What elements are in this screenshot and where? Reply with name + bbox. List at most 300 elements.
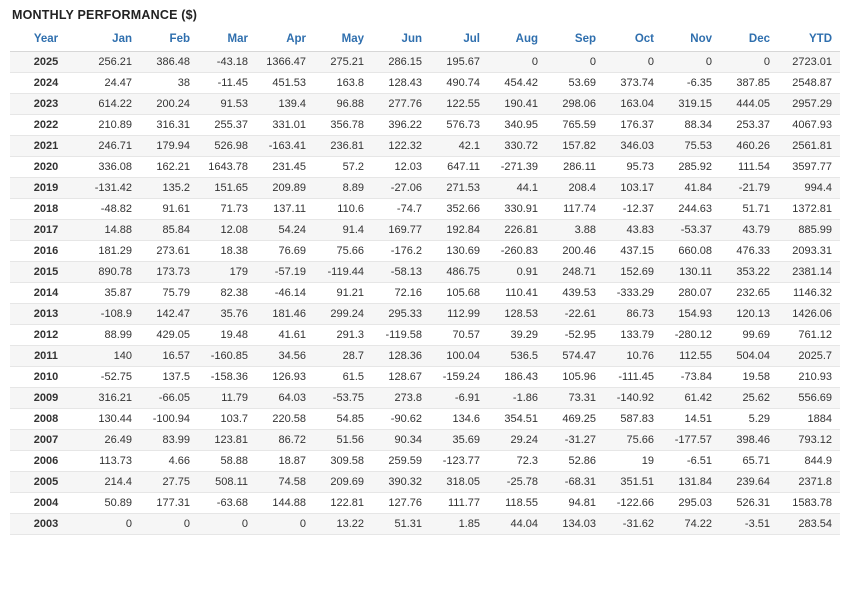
cell-oct: 86.73 <box>604 304 662 325</box>
cell-jul: 70.57 <box>430 325 488 346</box>
cell-aug: -25.78 <box>488 472 546 493</box>
cell-jan: 256.21 <box>82 52 140 73</box>
cell-jan: 316.21 <box>82 388 140 409</box>
cell-feb: 27.75 <box>140 472 198 493</box>
cell-feb: 429.05 <box>140 325 198 346</box>
cell-jan: 88.99 <box>82 325 140 346</box>
cell-jul: 130.69 <box>430 241 488 262</box>
cell-year: 2023 <box>10 94 82 115</box>
cell-dec: 253.37 <box>720 115 778 136</box>
cell-dec: 526.31 <box>720 493 778 514</box>
cell-mar: 18.38 <box>198 241 256 262</box>
cell-sep: 208.4 <box>546 178 604 199</box>
page-title: MONTHLY PERFORMANCE ($) <box>12 8 198 22</box>
cell-jun: 259.59 <box>372 451 430 472</box>
cell-apr: 41.61 <box>256 325 314 346</box>
cell-oct: 19 <box>604 451 662 472</box>
cell-nov: 280.07 <box>662 283 720 304</box>
cell-oct: 373.74 <box>604 73 662 94</box>
cell-apr: 139.4 <box>256 94 314 115</box>
cell-apr: 18.87 <box>256 451 314 472</box>
cell-jul: 42.1 <box>430 136 488 157</box>
cell-dec: -21.79 <box>720 178 778 199</box>
cell-mar: 151.65 <box>198 178 256 199</box>
cell-ytd: 2561.81 <box>778 136 840 157</box>
cell-ytd: 4067.93 <box>778 115 840 136</box>
cell-sep: 574.47 <box>546 346 604 367</box>
cell-ytd: 210.93 <box>778 367 840 388</box>
cell-aug: 0.91 <box>488 262 546 283</box>
cell-oct: 587.83 <box>604 409 662 430</box>
cell-oct: 0 <box>604 52 662 73</box>
cell-jul: 195.67 <box>430 52 488 73</box>
cell-jun: 51.31 <box>372 514 430 535</box>
cell-feb: -100.94 <box>140 409 198 430</box>
cell-dec: 398.46 <box>720 430 778 451</box>
cell-may: 299.24 <box>314 304 372 325</box>
table-row <box>10 199 840 220</box>
cell-jan: 246.71 <box>82 136 140 157</box>
cell-dec: 5.29 <box>720 409 778 430</box>
table-row <box>10 430 840 451</box>
cell-aug: 226.81 <box>488 220 546 241</box>
cell-mar: -158.36 <box>198 367 256 388</box>
cell-oct: 43.83 <box>604 220 662 241</box>
cell-apr: -46.14 <box>256 283 314 304</box>
cell-nov: 61.42 <box>662 388 720 409</box>
cell-jul: 100.04 <box>430 346 488 367</box>
cell-feb: 142.47 <box>140 304 198 325</box>
table-row <box>10 220 840 241</box>
cell-year: 2016 <box>10 241 82 262</box>
cell-year: 2003 <box>10 514 82 535</box>
cell-nov: 41.84 <box>662 178 720 199</box>
cell-oct: -111.45 <box>604 367 662 388</box>
cell-aug: 39.29 <box>488 325 546 346</box>
cell-mar: 91.53 <box>198 94 256 115</box>
column-header-feb: Feb <box>140 28 198 52</box>
cell-may: 236.81 <box>314 136 372 157</box>
cell-year: 2024 <box>10 73 82 94</box>
cell-nov: 88.34 <box>662 115 720 136</box>
cell-feb: 162.21 <box>140 157 198 178</box>
cell-nov: -73.84 <box>662 367 720 388</box>
cell-oct: 176.37 <box>604 115 662 136</box>
cell-nov: -6.51 <box>662 451 720 472</box>
cell-apr: 76.69 <box>256 241 314 262</box>
cell-dec: -3.51 <box>720 514 778 535</box>
column-header-sep: Sep <box>546 28 604 52</box>
cell-jan: 336.08 <box>82 157 140 178</box>
cell-feb: 173.73 <box>140 262 198 283</box>
cell-aug: 330.72 <box>488 136 546 157</box>
cell-ytd: 994.4 <box>778 178 840 199</box>
cell-aug: 110.41 <box>488 283 546 304</box>
cell-apr: 331.01 <box>256 115 314 136</box>
cell-sep: -52.95 <box>546 325 604 346</box>
cell-jan: 24.47 <box>82 73 140 94</box>
cell-mar: 526.98 <box>198 136 256 157</box>
cell-feb: 200.24 <box>140 94 198 115</box>
cell-sep: 765.59 <box>546 115 604 136</box>
table-row <box>10 409 840 430</box>
column-header-oct: Oct <box>604 28 662 52</box>
cell-year: 2008 <box>10 409 82 430</box>
table-body <box>10 52 840 535</box>
cell-oct: 351.51 <box>604 472 662 493</box>
cell-jun: 128.43 <box>372 73 430 94</box>
cell-sep: -31.27 <box>546 430 604 451</box>
cell-ytd: 1884 <box>778 409 840 430</box>
cell-sep: 3.88 <box>546 220 604 241</box>
cell-jan: -52.75 <box>82 367 140 388</box>
cell-jun: -176.2 <box>372 241 430 262</box>
table-row <box>10 493 840 514</box>
cell-oct: -31.62 <box>604 514 662 535</box>
cell-jan: 210.89 <box>82 115 140 136</box>
cell-oct: 103.17 <box>604 178 662 199</box>
cell-jun: 396.22 <box>372 115 430 136</box>
cell-may: 61.5 <box>314 367 372 388</box>
cell-mar: 123.81 <box>198 430 256 451</box>
cell-jun: 277.76 <box>372 94 430 115</box>
cell-sep: 134.03 <box>546 514 604 535</box>
cell-mar: 0 <box>198 514 256 535</box>
cell-oct: 437.15 <box>604 241 662 262</box>
cell-sep: -22.61 <box>546 304 604 325</box>
cell-nov: 154.93 <box>662 304 720 325</box>
cell-mar: 1643.78 <box>198 157 256 178</box>
cell-dec: 239.64 <box>720 472 778 493</box>
cell-aug: 128.53 <box>488 304 546 325</box>
cell-jun: -58.13 <box>372 262 430 283</box>
cell-may: 51.56 <box>314 430 372 451</box>
column-header-dec: Dec <box>720 28 778 52</box>
cell-nov: 74.22 <box>662 514 720 535</box>
cell-feb: 179.94 <box>140 136 198 157</box>
cell-sep: 94.81 <box>546 493 604 514</box>
table-row <box>10 346 840 367</box>
cell-aug: -271.39 <box>488 157 546 178</box>
cell-year: 2014 <box>10 283 82 304</box>
cell-jul: 271.53 <box>430 178 488 199</box>
cell-apr: 451.53 <box>256 73 314 94</box>
cell-year: 2025 <box>10 52 82 73</box>
cell-oct: 75.66 <box>604 430 662 451</box>
cell-may: 110.6 <box>314 199 372 220</box>
cell-oct: -140.92 <box>604 388 662 409</box>
cell-aug: 44.1 <box>488 178 546 199</box>
cell-dec: 19.58 <box>720 367 778 388</box>
table-row <box>10 73 840 94</box>
cell-jul: 105.68 <box>430 283 488 304</box>
cell-dec: 460.26 <box>720 136 778 157</box>
cell-year: 2007 <box>10 430 82 451</box>
cell-mar: -11.45 <box>198 73 256 94</box>
cell-ytd: 885.99 <box>778 220 840 241</box>
cell-jun: 273.8 <box>372 388 430 409</box>
cell-jan: 614.22 <box>82 94 140 115</box>
cell-ytd: 844.9 <box>778 451 840 472</box>
cell-feb: 38 <box>140 73 198 94</box>
cell-jul: 35.69 <box>430 430 488 451</box>
cell-oct: 95.73 <box>604 157 662 178</box>
cell-mar: 12.08 <box>198 220 256 241</box>
cell-ytd: 3597.77 <box>778 157 840 178</box>
cell-jun: 12.03 <box>372 157 430 178</box>
cell-may: -119.44 <box>314 262 372 283</box>
cell-apr: 137.11 <box>256 199 314 220</box>
cell-oct: 10.76 <box>604 346 662 367</box>
cell-year: 2015 <box>10 262 82 283</box>
cell-ytd: 2548.87 <box>778 73 840 94</box>
column-header-year: Year <box>10 28 82 52</box>
cell-year: 2021 <box>10 136 82 157</box>
cell-aug: 340.95 <box>488 115 546 136</box>
cell-may: 163.8 <box>314 73 372 94</box>
monthly-performance-table <box>10 28 840 535</box>
cell-ytd: 2093.31 <box>778 241 840 262</box>
cell-apr: 220.58 <box>256 409 314 430</box>
cell-oct: 152.69 <box>604 262 662 283</box>
cell-dec: 387.85 <box>720 73 778 94</box>
cell-mar: 103.7 <box>198 409 256 430</box>
cell-jan: 113.73 <box>82 451 140 472</box>
cell-jan: 0 <box>82 514 140 535</box>
cell-oct: -122.66 <box>604 493 662 514</box>
table-row <box>10 178 840 199</box>
cell-jun: -90.62 <box>372 409 430 430</box>
cell-jan: 214.4 <box>82 472 140 493</box>
cell-year: 2018 <box>10 199 82 220</box>
table-row <box>10 514 840 535</box>
cell-jul: -159.24 <box>430 367 488 388</box>
cell-dec: 65.71 <box>720 451 778 472</box>
cell-nov: 112.55 <box>662 346 720 367</box>
cell-dec: 444.05 <box>720 94 778 115</box>
cell-oct: 163.04 <box>604 94 662 115</box>
cell-mar: 11.79 <box>198 388 256 409</box>
cell-year: 2011 <box>10 346 82 367</box>
cell-aug: 190.41 <box>488 94 546 115</box>
cell-jul: -6.91 <box>430 388 488 409</box>
cell-ytd: 2957.29 <box>778 94 840 115</box>
cell-year: 2017 <box>10 220 82 241</box>
column-header-mar: Mar <box>198 28 256 52</box>
cell-mar: 508.11 <box>198 472 256 493</box>
cell-year: 2019 <box>10 178 82 199</box>
table-row <box>10 241 840 262</box>
cell-jan: 26.49 <box>82 430 140 451</box>
cell-sep: 52.86 <box>546 451 604 472</box>
cell-dec: 476.33 <box>720 241 778 262</box>
column-header-jun: Jun <box>372 28 430 52</box>
table-row <box>10 94 840 115</box>
cell-nov: 0 <box>662 52 720 73</box>
cell-sep: 200.46 <box>546 241 604 262</box>
cell-dec: 504.04 <box>720 346 778 367</box>
cell-jul: 576.73 <box>430 115 488 136</box>
cell-apr: 126.93 <box>256 367 314 388</box>
cell-jul: 122.55 <box>430 94 488 115</box>
cell-feb: -66.05 <box>140 388 198 409</box>
cell-apr: 231.45 <box>256 157 314 178</box>
cell-mar: 179 <box>198 262 256 283</box>
cell-jan: -48.82 <box>82 199 140 220</box>
cell-jun: 122.32 <box>372 136 430 157</box>
cell-aug: -260.83 <box>488 241 546 262</box>
column-header-apr: Apr <box>256 28 314 52</box>
cell-aug: -1.86 <box>488 388 546 409</box>
cell-jul: -123.77 <box>430 451 488 472</box>
cell-mar: 35.76 <box>198 304 256 325</box>
cell-jun: -27.06 <box>372 178 430 199</box>
cell-ytd: 556.69 <box>778 388 840 409</box>
cell-nov: 295.03 <box>662 493 720 514</box>
cell-sep: -68.31 <box>546 472 604 493</box>
cell-apr: 86.72 <box>256 430 314 451</box>
cell-jan: -131.42 <box>82 178 140 199</box>
cell-aug: 454.42 <box>488 73 546 94</box>
cell-sep: 105.96 <box>546 367 604 388</box>
cell-may: -53.75 <box>314 388 372 409</box>
table-header <box>10 28 840 52</box>
cell-may: 54.85 <box>314 409 372 430</box>
cell-nov: -53.37 <box>662 220 720 241</box>
cell-dec: 111.54 <box>720 157 778 178</box>
cell-apr: 74.58 <box>256 472 314 493</box>
cell-ytd: 761.12 <box>778 325 840 346</box>
cell-feb: 137.5 <box>140 367 198 388</box>
cell-jul: 352.66 <box>430 199 488 220</box>
cell-feb: 177.31 <box>140 493 198 514</box>
cell-dec: 25.62 <box>720 388 778 409</box>
cell-sep: 286.11 <box>546 157 604 178</box>
cell-aug: 354.51 <box>488 409 546 430</box>
cell-dec: 51.71 <box>720 199 778 220</box>
cell-feb: 91.61 <box>140 199 198 220</box>
cell-aug: 29.24 <box>488 430 546 451</box>
cell-may: 209.69 <box>314 472 372 493</box>
cell-oct: 346.03 <box>604 136 662 157</box>
cell-jun: -74.7 <box>372 199 430 220</box>
cell-mar: 19.48 <box>198 325 256 346</box>
cell-aug: 0 <box>488 52 546 73</box>
cell-jun: 286.15 <box>372 52 430 73</box>
cell-dec: 232.65 <box>720 283 778 304</box>
table-row <box>10 157 840 178</box>
cell-may: 75.66 <box>314 241 372 262</box>
cell-ytd: 1146.32 <box>778 283 840 304</box>
cell-dec: 353.22 <box>720 262 778 283</box>
cell-jul: 647.11 <box>430 157 488 178</box>
cell-sep: 469.25 <box>546 409 604 430</box>
cell-feb: 16.57 <box>140 346 198 367</box>
column-header-jan: Jan <box>82 28 140 52</box>
column-header-nov: Nov <box>662 28 720 52</box>
cell-sep: 53.69 <box>546 73 604 94</box>
cell-feb: 273.61 <box>140 241 198 262</box>
column-header-aug: Aug <box>488 28 546 52</box>
cell-sep: 248.71 <box>546 262 604 283</box>
cell-apr: 34.56 <box>256 346 314 367</box>
cell-apr: 64.03 <box>256 388 314 409</box>
table-row <box>10 115 840 136</box>
table-header-row <box>10 28 840 52</box>
cell-sep: 298.06 <box>546 94 604 115</box>
cell-jun: 390.32 <box>372 472 430 493</box>
cell-may: 91.21 <box>314 283 372 304</box>
cell-may: 13.22 <box>314 514 372 535</box>
cell-may: 275.21 <box>314 52 372 73</box>
cell-apr: 0 <box>256 514 314 535</box>
table-row <box>10 262 840 283</box>
cell-jan: 50.89 <box>82 493 140 514</box>
column-header-jul: Jul <box>430 28 488 52</box>
cell-jul: 112.99 <box>430 304 488 325</box>
table-row <box>10 367 840 388</box>
cell-year: 2004 <box>10 493 82 514</box>
cell-nov: 285.92 <box>662 157 720 178</box>
cell-jan: 14.88 <box>82 220 140 241</box>
cell-feb: 4.66 <box>140 451 198 472</box>
cell-dec: 43.79 <box>720 220 778 241</box>
cell-oct: 133.79 <box>604 325 662 346</box>
cell-mar: 58.88 <box>198 451 256 472</box>
cell-mar: 82.38 <box>198 283 256 304</box>
cell-jan: 181.29 <box>82 241 140 262</box>
cell-may: 309.58 <box>314 451 372 472</box>
cell-aug: 44.04 <box>488 514 546 535</box>
cell-jun: 169.77 <box>372 220 430 241</box>
cell-feb: 0 <box>140 514 198 535</box>
cell-mar: 71.73 <box>198 199 256 220</box>
cell-oct: -333.29 <box>604 283 662 304</box>
cell-year: 2006 <box>10 451 82 472</box>
cell-nov: 319.15 <box>662 94 720 115</box>
table-row <box>10 52 840 73</box>
cell-dec: 120.13 <box>720 304 778 325</box>
cell-nov: 14.51 <box>662 409 720 430</box>
cell-jun: 128.67 <box>372 367 430 388</box>
cell-year: 2012 <box>10 325 82 346</box>
cell-may: 28.7 <box>314 346 372 367</box>
cell-jan: 890.78 <box>82 262 140 283</box>
cell-aug: 72.3 <box>488 451 546 472</box>
cell-nov: 75.53 <box>662 136 720 157</box>
column-header-ytd: YTD <box>778 28 840 52</box>
cell-oct: -12.37 <box>604 199 662 220</box>
cell-may: 91.4 <box>314 220 372 241</box>
cell-may: 122.81 <box>314 493 372 514</box>
cell-ytd: 1426.06 <box>778 304 840 325</box>
cell-may: 96.88 <box>314 94 372 115</box>
table-row <box>10 325 840 346</box>
cell-apr: 144.88 <box>256 493 314 514</box>
cell-nov: 660.08 <box>662 241 720 262</box>
cell-feb: 316.31 <box>140 115 198 136</box>
table-row <box>10 451 840 472</box>
cell-jun: 295.33 <box>372 304 430 325</box>
cell-feb: 85.84 <box>140 220 198 241</box>
cell-nov: -280.12 <box>662 325 720 346</box>
table-row <box>10 388 840 409</box>
cell-jul: 318.05 <box>430 472 488 493</box>
table-row <box>10 472 840 493</box>
cell-aug: 330.91 <box>488 199 546 220</box>
cell-nov: 130.11 <box>662 262 720 283</box>
table-row <box>10 304 840 325</box>
